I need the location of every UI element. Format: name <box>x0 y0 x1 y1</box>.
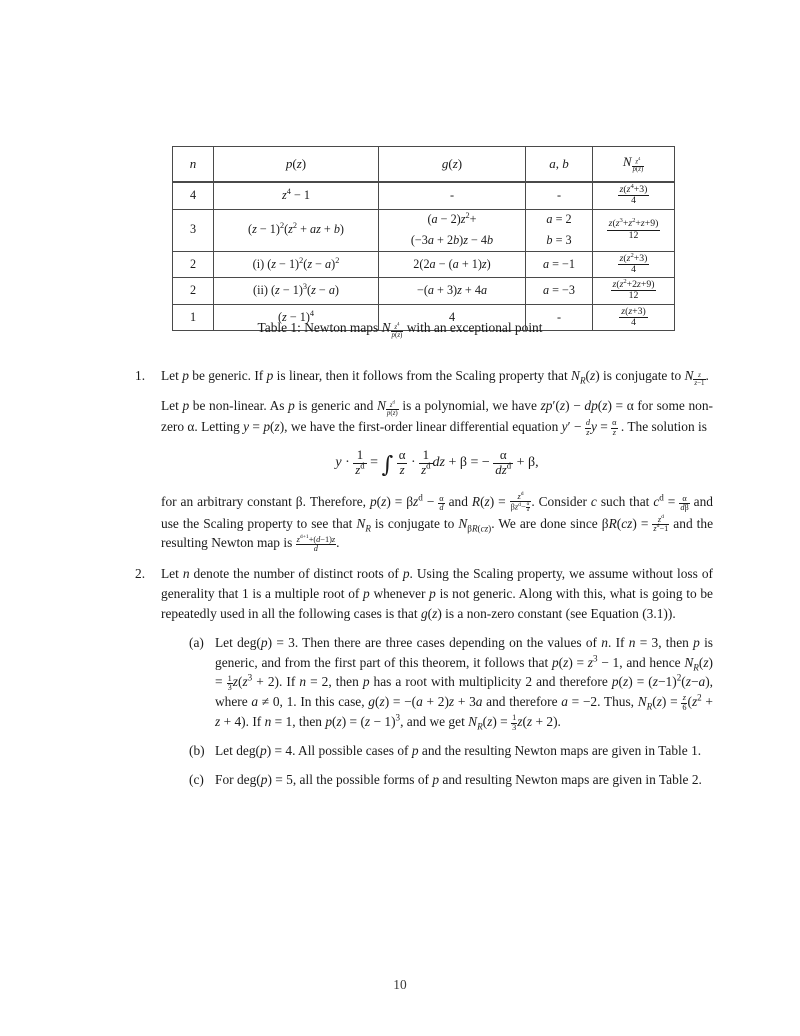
item1-paragraph-3: for an arbitrary constant β. Therefore, $p(z) = \beta z^d$ − $\frac{\alpha}{d}$ and R(z) = $z^d$ $\beta z^d-$ $\frac{\alpha}{d}$ . Consider c such that $c^d$ = $\frac{\alpha}{d\beta}$ and use the Scaling property to see that $N_R$ is conjugate to $N_{\beta R(cz)}$. We are done since βR(cz) = $\frac{z^d}{z^d-1}$ and the resulting Newton map is $\frac{z^{d+1}+(d-1)z}{d}$ . <box>161 491 714 553</box>
caption-N-symbol: N <box>381 320 391 335</box>
cell-ab: a = −3 <box>526 278 593 305</box>
cell-newton-map: $\frac{z(z^2+2z+9)}{12}$ <box>593 278 675 305</box>
page-number: 10 <box>393 977 407 992</box>
list-marker-2: 2. <box>135 566 146 582</box>
table-row <box>173 278 675 305</box>
cell-newton-map: $\frac{z(z^3+z^2+z+9)}{12}$ <box>593 209 675 251</box>
sublist-item-c-text: For deg(p) = 5, all the possible forms of p and resulting Newton maps are given in Table 2. <box>215 771 702 787</box>
cell-gz-line2: (−3a + 2b)z − 4b <box>379 230 526 251</box>
item2-paragraph: Let n denote the number of distinct roots of p. Using the Scaling property, we assume without loss of generality that 1 is a multiple root of p whenever p is not generic. Along with this, what is going to be repeatedly used in all the following cases is that g(z) is a non-zero constant (see Equation (3.1)). <box>161 566 713 621</box>
list-item-2 <box>135 564 713 789</box>
sublist-marker-a: (a) <box>189 634 204 650</box>
cell-pz: $z^4 - 1$ <box>214 182 379 209</box>
newton-maps-table-wrapper <box>172 146 659 331</box>
sublist-item-a <box>189 633 713 732</box>
cell-ab: - <box>526 182 593 209</box>
sublist-item-b-text: Let deg(p) = 4. All possible cases of p and the resulting Newton maps are given in Table 1. <box>215 742 702 758</box>
sublist-marker-c: (c) <box>189 771 204 787</box>
column-header-ab: a, b <box>526 147 593 183</box>
caption-prefix: Table 1: Newton maps <box>257 320 379 335</box>
table-body <box>173 182 675 331</box>
column-header-gz: g(z) <box>379 147 526 183</box>
cell-pz: $(z - 1)^2(z^2$ + az + b) <box>214 209 379 251</box>
caption-subscript-fraction: $\frac{z^4}{p(z)}$ <box>391 322 403 340</box>
column-header-pz: p(z) <box>214 147 379 183</box>
cell-newton-map: $\frac{z(z+3)}{4}$ <box>593 304 675 331</box>
cell-ab: - <box>526 304 593 331</box>
cell-n: 2 <box>173 278 214 305</box>
cell-gz: - <box>379 182 526 209</box>
item1-paragraph-2: Let p be non-linear. As p is generic and N $\frac{z^d}{p(z)}$ is a polynomial, we have zp′(z) − dp(z) = α for some non-zero α. Letting y = p(z), we have the first-order linear differential equation y′ − $\frac{d}{z}$ y = $\frac{\alpha}{z}$ . The solution is <box>161 398 714 437</box>
cell-newton-map: $\frac{z(z^2+3)}{4}$ <box>593 251 675 278</box>
cell-newton-map: $\frac{z(z^4+3)}{4}$ <box>593 182 675 209</box>
table-row <box>173 182 675 209</box>
item1-display-equation: y · $\frac{1}{z^d}$ = ∫ $\frac{\alpha}{z}$ · $\frac{1}{z^d}$ dz + β = − $\frac{\alpha}{dz^d}$ + β, <box>335 448 539 479</box>
header-subscript-fraction: $\frac{z^4}{p(z)}$ <box>632 156 644 174</box>
cell-gz-line1: $(a - 2)z^2+$ <box>379 209 526 230</box>
list-marker-1: 1. <box>135 368 146 383</box>
caption-suffix: with an exceptional point <box>406 320 543 335</box>
cell-ab: a = −1 <box>526 251 593 278</box>
cell-gz: −(a + 3)z + 4a <box>379 278 526 305</box>
table-row <box>173 209 675 230</box>
table-caption <box>0 320 800 339</box>
cell-n: 1 <box>173 304 214 331</box>
column-header-newton-map: N $\frac{z^4}{p(z)}$ <box>593 147 675 183</box>
table-header <box>173 147 675 183</box>
list-item-1 <box>135 366 713 553</box>
sublist-marker-b: (b) <box>189 742 205 758</box>
cell-pz: (i) $(z - 1)^2(z - a)^2$ <box>214 251 379 278</box>
cell-n: 4 <box>173 182 214 209</box>
cell-ab-line1: a = 2 <box>526 209 593 230</box>
table-header-row <box>173 147 675 183</box>
item1-paragraph-1: Let p be generic. If p is linear, then it follows from the Scaling property that $N_R(z)$ is conjugate to N $\frac{z}{z-1}$ . <box>161 368 709 388</box>
sublist-item-b <box>189 741 713 761</box>
cell-ab-line2: b = 3 <box>526 230 593 251</box>
cell-pz: $(z - 1)^4$ <box>214 304 379 331</box>
cell-gz: 2(2a − (a + 1)z) <box>379 251 526 278</box>
table-row <box>173 251 675 278</box>
item2-sublist <box>161 633 713 790</box>
newton-maps-table <box>172 146 675 331</box>
cell-n: 3 <box>173 209 214 251</box>
column-header-n: n <box>173 147 214 183</box>
cell-gz: 4 <box>379 304 526 331</box>
cell-pz: (ii) $(z - 1)^3(z - a)$ <box>214 278 379 305</box>
cell-n: 2 <box>173 251 214 278</box>
body-text <box>135 366 713 799</box>
sublist-item-a-text: Let deg(p) = 3. Then there are three cases depending on the values of n. If n = 3, then p is generic, and from the first part of this theorem, it follows that $p(z) = z^3 - 1$, and hence $N_R(z)$ = $\frac{1}{3}$ $z(z^3 + 2)$. If n = 2, then p has a root with multiplicity 2 and therefore $p(z) = (z-1)^2(z-a)$, where a ≠ 0, 1. In this case, g(z) = −(a + 2)z + 3a and therefore a = −2. Thus, $N_R(z)$ = $\frac{z}{6}$ $(z^2 + z + 4)$. If n = 1, then $p(z) = (z - 1)^3$, and we get $N_R(z)$ = $\frac{1}{3}$ z(z + 2). <box>215 634 714 732</box>
sublist-item-c <box>189 770 713 790</box>
